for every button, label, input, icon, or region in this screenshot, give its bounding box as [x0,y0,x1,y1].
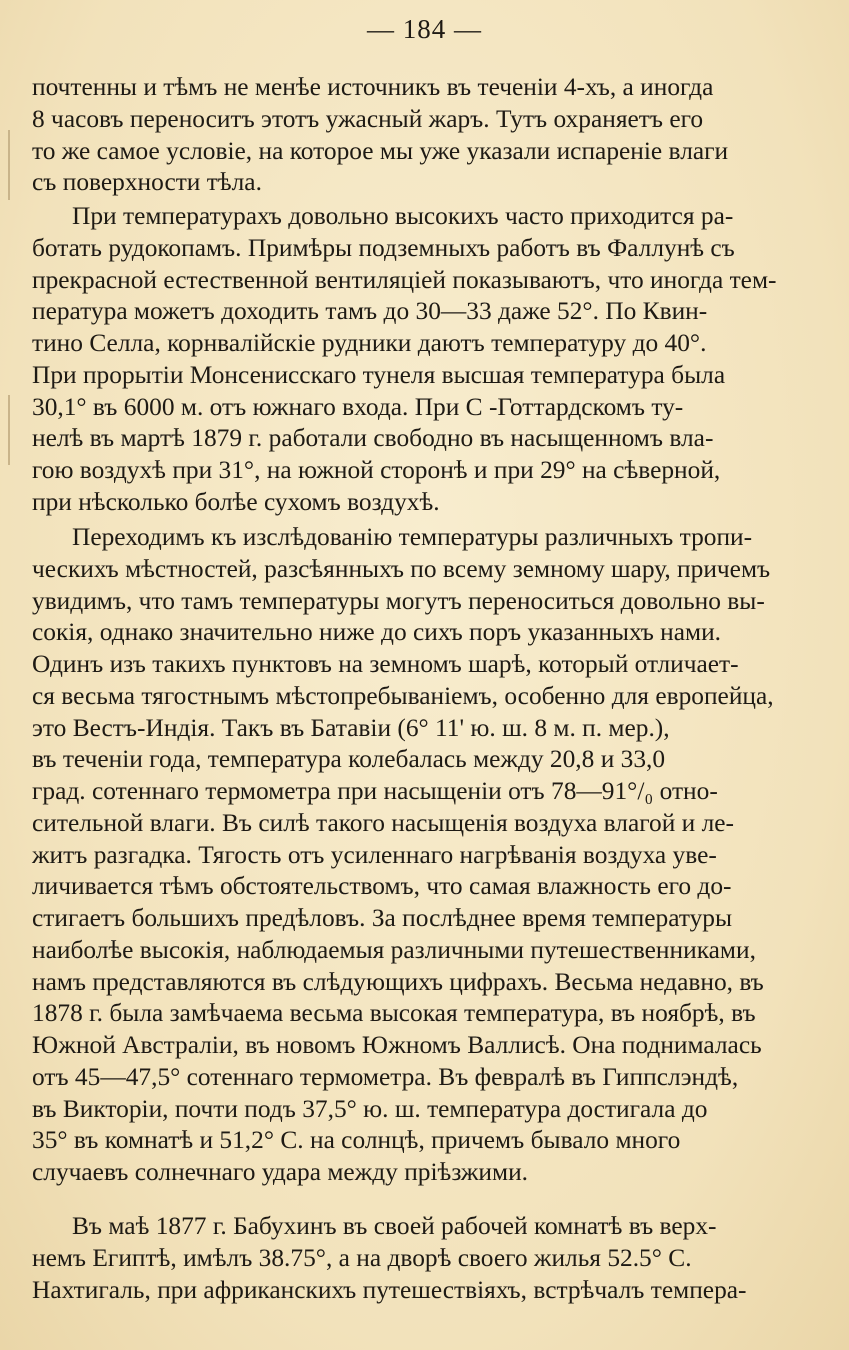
text-line: 35° въ комнатѣ и 51,2° С. на солнцѣ, причемъ бывало много [32,1126,681,1155]
text-line: стигаетъ большихъ предѣловъ. За послѣднее время температуры [32,904,733,932]
text-line: личивается тѣмъ обстоятельствомъ, что самая влажность его до- [32,872,732,901]
text-line: житъ разгадка. Тягость отъ усиленнаго нагрѣванія воздуха уве- [32,840,717,869]
margin-pencil-mark [8,130,10,200]
text-line: намъ представляются въ слѣдующихъ цифрахъ. Весьма недавно, въ [32,967,764,996]
text-line: Въ маѣ 1877 г. Бабухинъ въ своей рабочей комнатѣ въ верх- [72,1212,717,1240]
page-number: — 184 — [367,14,482,44]
paragraph-1 [32,72,784,199]
text-line: наиболѣе высокія, наблюдаемыя различными путешественниками, [32,935,756,964]
text-line: то же самое условіе, на которое мы уже указали испареніе влаги [32,136,729,165]
text-line: Южной Австраліи, въ новомъ Южномъ Валлисѣ. Она поднималась [32,1031,762,1059]
text-line: гою воздухѣ при 31°, на южной сторонѣ и при 29° на сѣверной, [32,456,721,484]
text-line: 8 часовъ переноситъ этотъ ужасный жаръ. Тутъ охраняетъ его [32,104,704,133]
text-line: почтенны и тѣмъ не менѣе источникъ въ теченіи 4-хъ, а иногда [32,73,714,101]
margin-pencil-mark [8,395,10,465]
text-line: ботать рудокопамъ. Примѣры подземныхъ работъ въ Фаллунѣ съ [32,233,735,262]
text-line: это Вестъ-Индія. Такъ въ Батавіи (6° 11' ю. ш. 8 м. п. мер.), [32,713,670,742]
text-line: тино Селла, корнвалійскіе рудники даютъ температуру до 40°. [32,329,707,357]
text-line: пература можетъ доходить тамъ до 30—33 даже 52°. По Квин- [32,297,708,326]
paragraph-2 [32,201,784,519]
text-line: немъ Египтѣ, имѣлъ 38.75°, а на дворѣ своего жилья 52.5° С. [32,1243,692,1272]
text-line: Нахтигаль, при африканскихъ путешествіяхъ, встрѣчалъ темпера- [32,1275,747,1304]
text-line: град. сотеннаго термометра при насыщеніи отъ 78—91°/₀ отно- [32,777,718,805]
text-line: нелѣ въ мартѣ 1879 г. работали свободно въ насыщенномъ вла- [32,424,714,453]
text-line: сительной влаги. Въ силѣ такого насыщенія воздуха влагой и ле- [32,808,734,837]
text-line: ся весьма тягостнымъ мѣстопребываніемъ, особенно для европейца, [32,681,774,710]
text-line: При прорытіи Монсенисскаго тунеля высшая температура была [32,360,726,389]
text-line: Одинъ изъ такихъ пунктовъ на земномъ шарѣ, который отличает- [32,650,739,678]
paragraph-4 [32,1211,784,1306]
text-line: Переходимъ къ изслѣдованію температуры различныхъ тропи- [72,523,753,551]
text-line: случаевъ солнечнаго удара между пріѣзжими. [32,1158,529,1186]
text-line: увидимъ, что тамъ температуры могутъ переноситься довольно вы- [32,586,765,615]
text-line: сокія, однако значительно ниже до сихъ поръ указанныхъ нами. [32,618,722,647]
text-line: ческихъ мѣстностей, разсѣянныхъ по всему земному шару, причемъ [32,554,771,583]
text-line: при нѣсколько болѣе сухомъ воздухѣ. [32,487,440,516]
text-line: 30,1° въ 6000 м. отъ южнаго входа. При С -Готтардскомъ ту- [32,392,684,421]
text-line: 1878 г. была замѣчаема весьма высокая температура, въ ноябрѣ, въ [32,999,756,1028]
text-line: въ Викторіи, почти подъ 37,5° ю. ш. температура достигала до [32,1094,708,1123]
text-line: въ теченіи года, температура колебалась между 20,8 и 33,0 [32,745,666,774]
text-line: отъ 45—47,5° сотеннаго термометра. Въ февралѣ въ Гиппслэндѣ, [32,1062,739,1091]
paragraph-3 [32,522,784,1189]
text-line: прекрасной естественной вентиляціей показываютъ, что иногда тем- [32,265,777,294]
text-line: съ поверхности тѣла. [32,168,262,197]
text-line: При температурахъ довольно высокихъ часто приходится ра- [72,202,734,230]
